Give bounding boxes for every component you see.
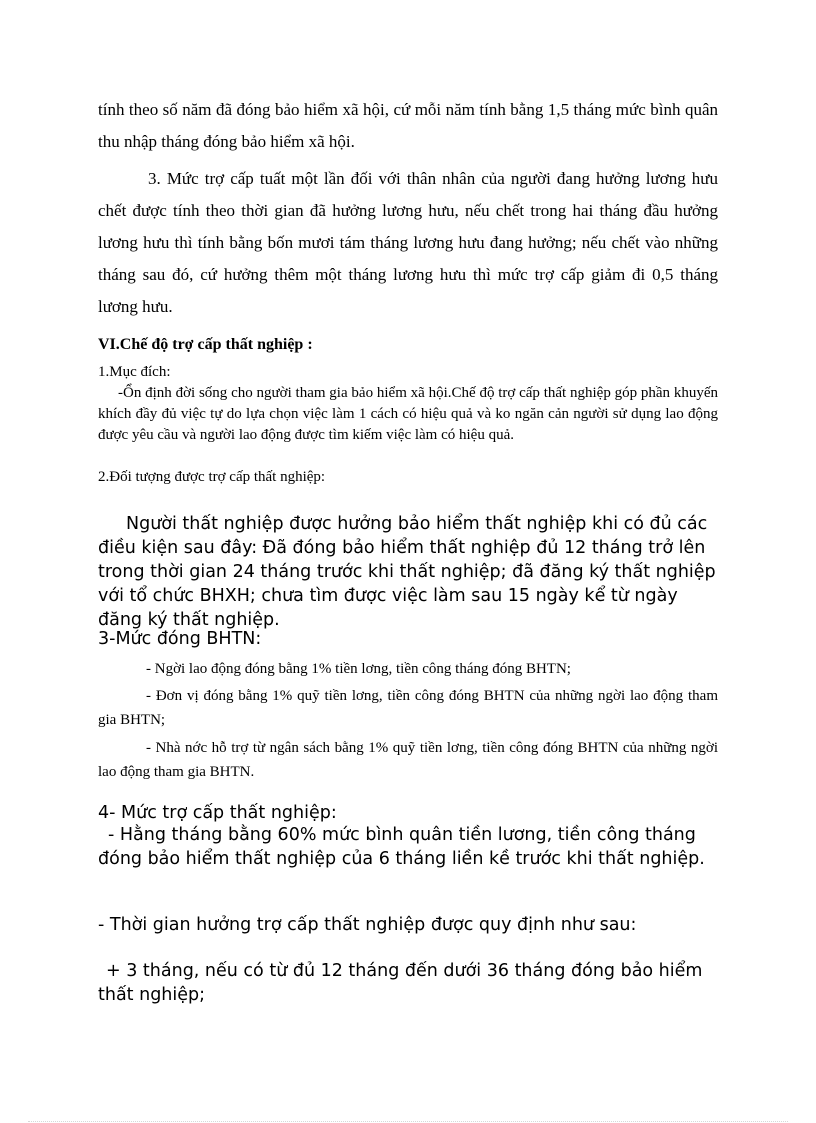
section-heading-vi: VI.Chế độ trợ cấp thất nghiệp :: [98, 336, 313, 353]
subheading-eligibility: 2.Đối tượng được trợ cấp thất nghiệp:: [98, 469, 326, 485]
paragraph-monthly-benefit: - Hằng tháng bằng 60% mức bình quân tiền lương, tiền công tháng đóng bảo hiểm thất nghiệp của 6 tháng liền kề trước khi thất nghiệp.: [98, 825, 705, 869]
page-bottom-rule: [28, 1121, 788, 1122]
bullet-state: - Nhà nớc hỗ trợ từ ngân sách bằng 1% quỹ tiền lơng, tiền công đóng BHTN của những ngời lao động tham gia BHTN.: [98, 740, 718, 780]
subheading-contribution: 3-Mức đóng BHTN:: [98, 629, 262, 649]
paragraph-item-3: 3. Mức trợ cấp tuất một lần đối với thân nhân của người đang hưởng lương hưu chết được tính theo thời gian đã hưởng lương hưu, nếu chết trong hai tháng đầu hưởng lương hưu thì tính bằng bốn mươi tám tháng lương hưu đang hưởng; nếu chết vào những tháng sau đó, cứ hưởng thêm một tháng lương hưu thì mức trợ cấp giảm đi 0,5 tháng lương hưu.: [98, 169, 718, 316]
paragraph-purpose: -Ổn định đời sống cho người tham gia bảo hiểm xã hội.Chế độ trợ cấp thất nghiệp góp phần khuyến khích đầy đủ việc tự do lựa chọn việc làm 1 cách có hiệu quả và ko ngăn cản người sử dụng lao động được yêu cầu và người lao động được tìm kiếm việc làm có hiệu quả.: [98, 385, 718, 443]
subheading-benefit: 4- Mức trợ cấp thất nghiệp:: [98, 803, 337, 823]
bullet-employer: - Đơn vị đóng bằng 1% quỹ tiền lơng, tiền công đóng BHTN của những ngời lao động tham gia BHTN;: [98, 688, 718, 728]
bullet-employee: - Ngời lao động đóng bằng 1% tiền lơng, tiền công tháng đóng BHTN;: [146, 661, 571, 677]
paragraph-three-months: + 3 tháng, nếu có từ đủ 12 tháng đến dưới 36 tháng đóng bảo hiểm thất nghiệp;: [98, 961, 703, 1005]
paragraph-eligibility: Người thất nghiệp được hưởng bảo hiểm thất nghiệp khi có đủ các điều kiện sau đây: Đã đóng bảo hiểm thất nghiệp đủ 12 tháng trở lên trong thời gian 24 tháng trước khi thất nghiệp; đã đăng ký thất nghiệp với tổ chức BHXH; chưa tìm được việc làm sau 15 ngày kể từ ngày đăng ký thất nghiệp.: [98, 514, 716, 630]
paragraph-continuation: tính theo số năm đã đóng bảo hiểm xã hội, cứ mỗi năm tính bằng 1,5 tháng mức bình quân thu nhập tháng đóng bảo hiểm xã hội.: [98, 100, 718, 151]
paragraph-benefit-duration: - Thời gian hưởng trợ cấp thất nghiệp được quy định như sau:: [98, 915, 637, 935]
subheading-purpose: 1.Mục đích:: [98, 364, 171, 380]
